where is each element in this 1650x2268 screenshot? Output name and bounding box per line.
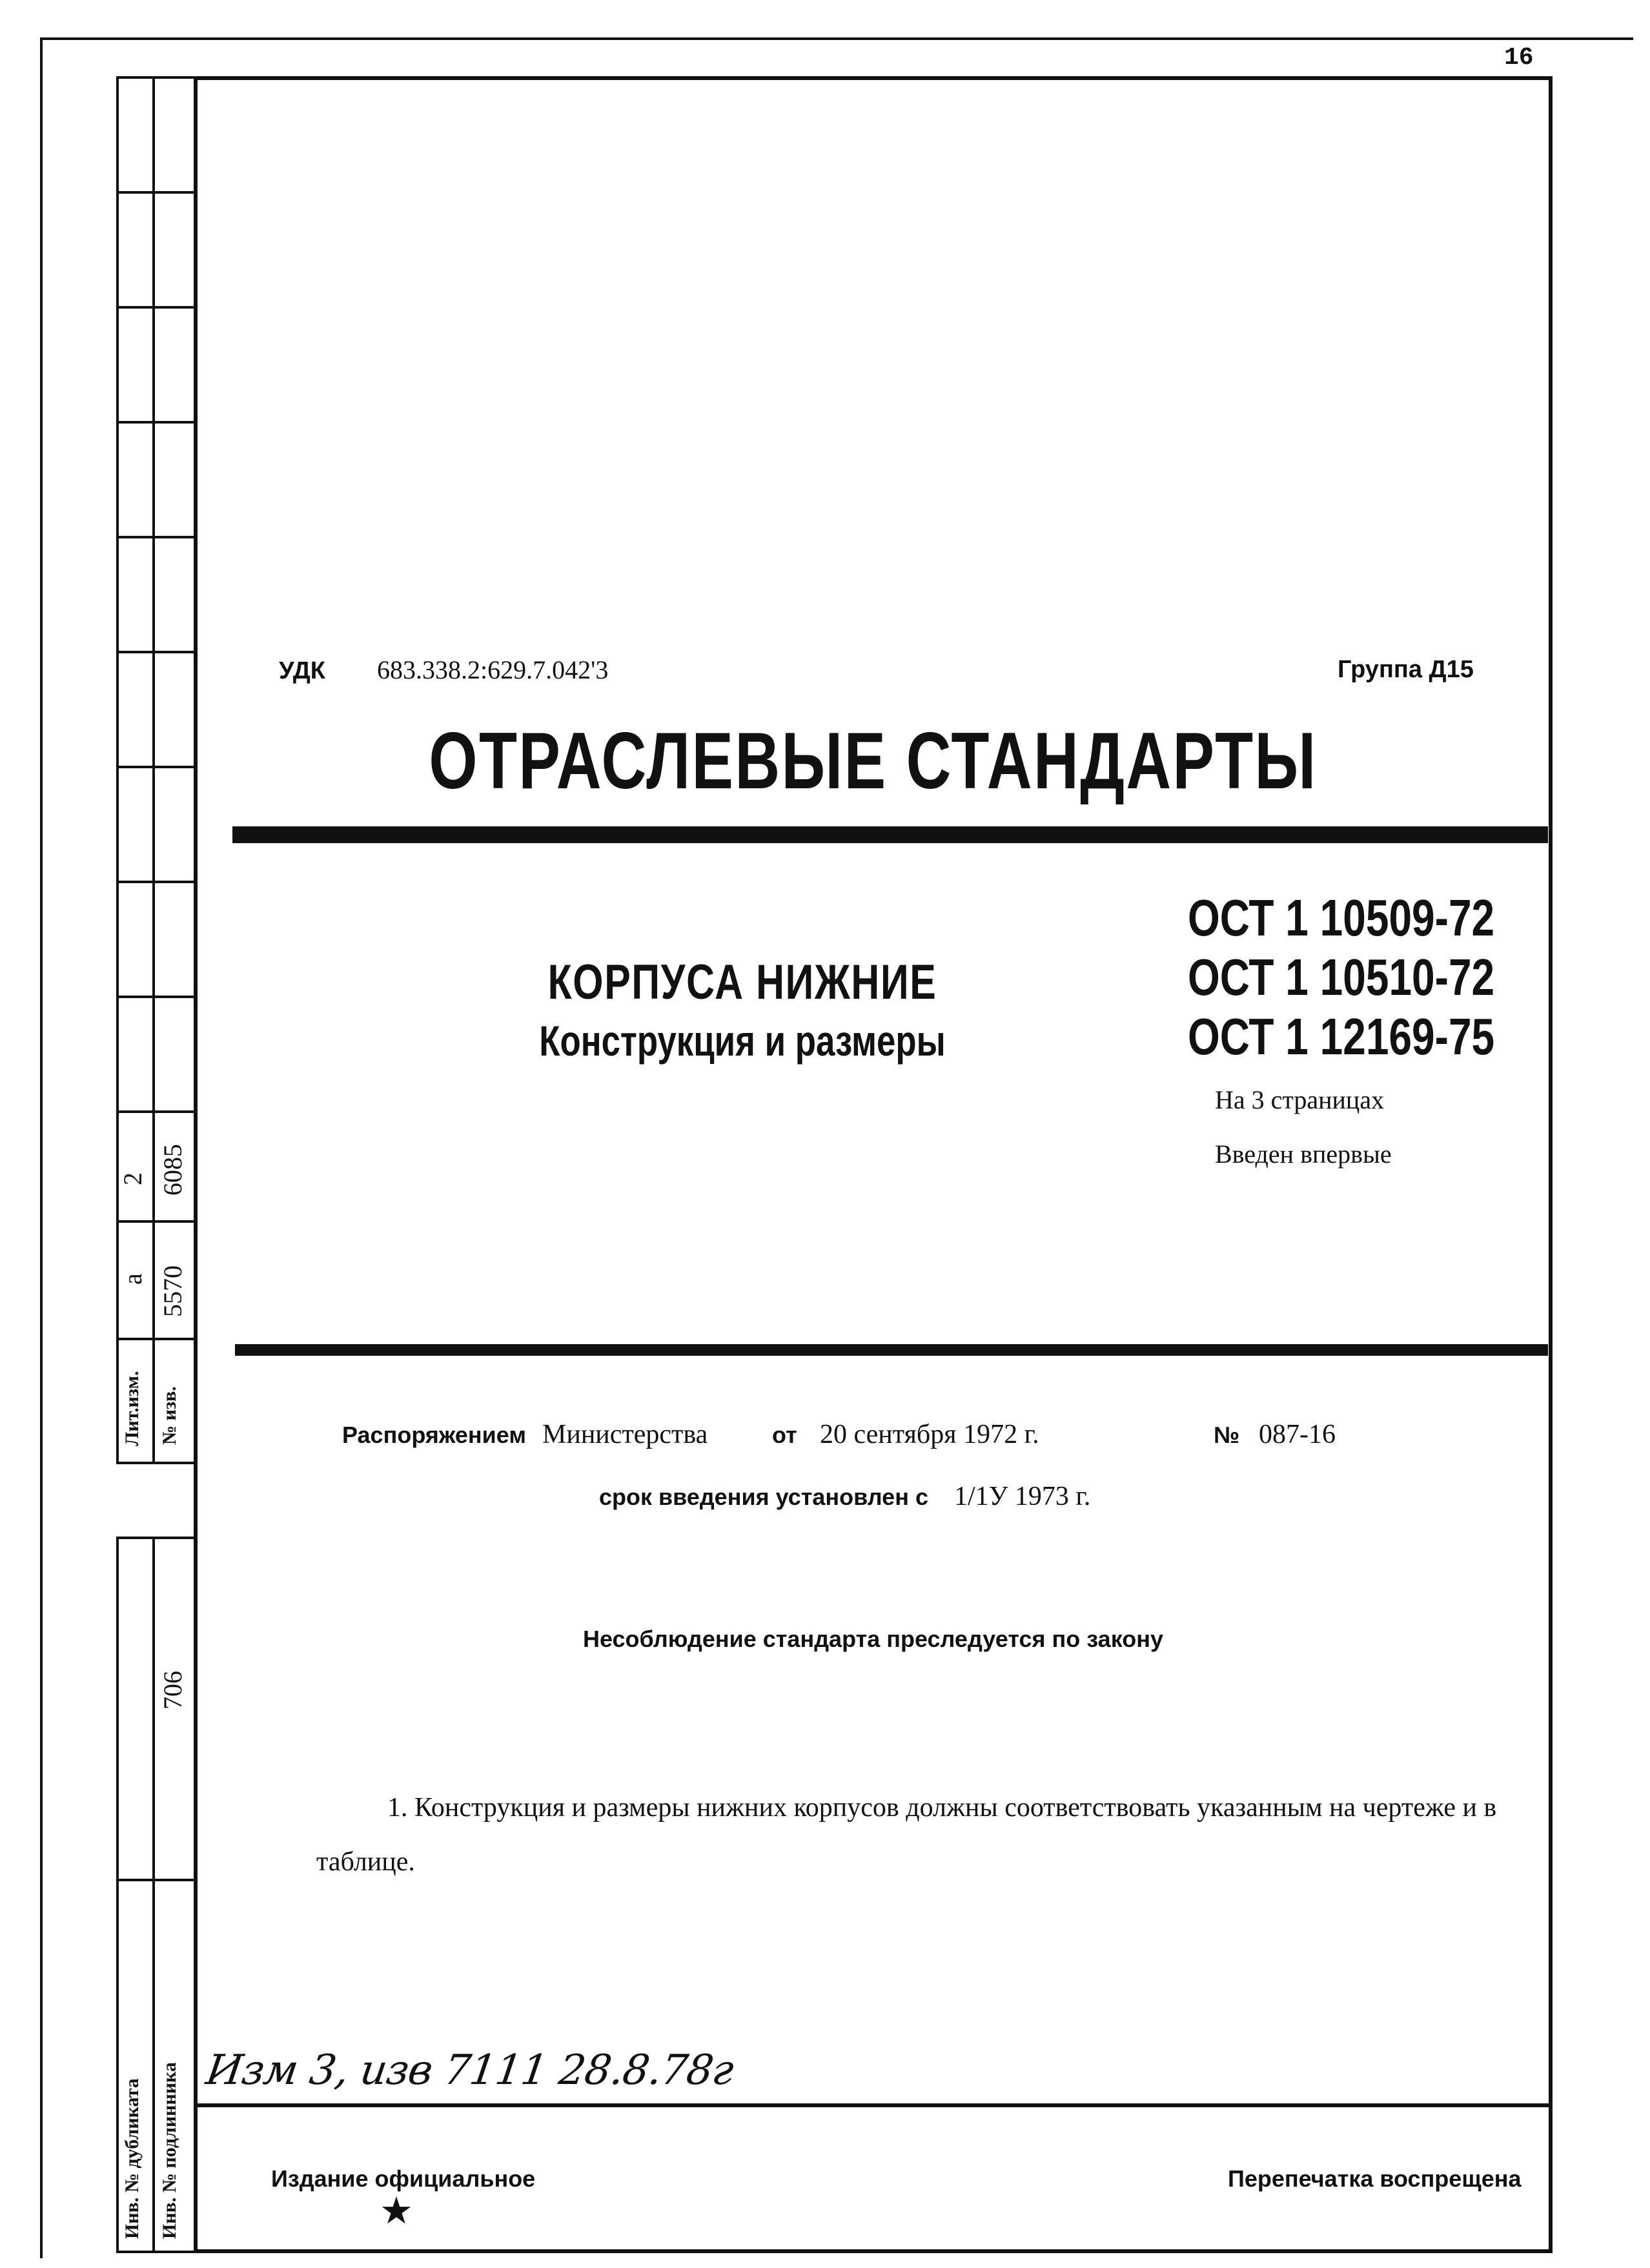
lit-value: 2 [118,1172,147,1185]
main-title: ОТРАСЛЕВЫЕ СТАНДАРТЫ [429,717,1318,806]
lit-value: а [118,1273,147,1285]
subject-title: КОРПУСА НИЖНИЕ [547,955,937,1010]
strip-divider [116,76,119,1464]
term-date: 1/1У 1973 г. [954,1482,1091,1511]
strip-divider [152,76,155,1464]
strip-row-line [116,191,194,194]
strip-row-line [116,306,194,309]
decree-label: Распоряжением [342,1422,526,1448]
strip-row-line [116,536,194,538]
section-divider [235,1344,1548,1356]
udk-value: 683.338.2:629.7.042'3 [377,655,609,684]
inv-subl-label: Инв. № подлинника [159,2062,180,2239]
strip-row-line [116,766,194,768]
strip-row-line [116,1879,194,1881]
page-number: 16 [1504,44,1534,72]
decree-date: 20 сентября 1972 г. [820,1420,1039,1449]
strip-row-line [116,1110,194,1113]
strip-row-line [116,1338,194,1340]
izv-value: 5570 [158,1265,187,1317]
pages-note: На 3 страницах [1215,1085,1385,1114]
strip-row-line [116,1220,194,1223]
clause-1: 1. Конструкция и размеры нижних корпусов должны соответствовать указанным на чертеже и в таблице. [316,1793,1497,1877]
group-label: Группа Д15 [1338,656,1474,683]
strip-row-line [116,651,194,653]
decree-org: Министерства [542,1420,708,1449]
udk-label: УДК [279,657,325,684]
footer-divider [194,2103,1553,2107]
izv-value: 6085 [158,1144,187,1196]
inv-dubl-label: Инв. № дубликата [121,2078,143,2239]
strip-divider [152,1537,155,2253]
strip-row-line [116,76,194,79]
strip-row-line [116,1537,194,1539]
strip-row-line [116,2251,194,2253]
subject-subtitle: Конструкция и размеры [539,1017,946,1065]
law-note: Несоблюдение стандарта преследуется по закону [582,1626,1164,1652]
strip-divider [116,1537,119,2253]
decree-from-label: от [772,1422,797,1448]
reprint-note: Перепечатка воспрещена [1228,2165,1522,2192]
standard-designation: ОСТ 1 10509-72 [1188,889,1495,946]
introduced-note: Введен впервые [1215,1139,1392,1169]
decree-number: 087-16 [1259,1420,1336,1449]
strip-row-line [116,421,194,424]
strip-row-line [116,1462,194,1464]
strip-row-line [116,996,194,998]
decree-number-label: № [1214,1422,1240,1448]
izv-no-label: № изв. [159,1386,180,1445]
standard-designation: ОСТ 1 10510-72 [1188,948,1495,1006]
handwritten-note: Изм 3, изв 7111 28.8.78г [203,2047,737,2094]
title-divider [232,826,1548,843]
inv-subl-value: 706 [158,1671,187,1710]
term-label: срок введения установлен с [599,1484,928,1510]
strip-row-line [116,881,194,883]
standard-designation: ОСТ 1 12169-75 [1188,1008,1495,1065]
official-edition: Издание официальное [271,2165,536,2192]
star-icon: ★ [380,2190,413,2232]
lit-izm-label: Лит.изм. [121,1371,143,1446]
